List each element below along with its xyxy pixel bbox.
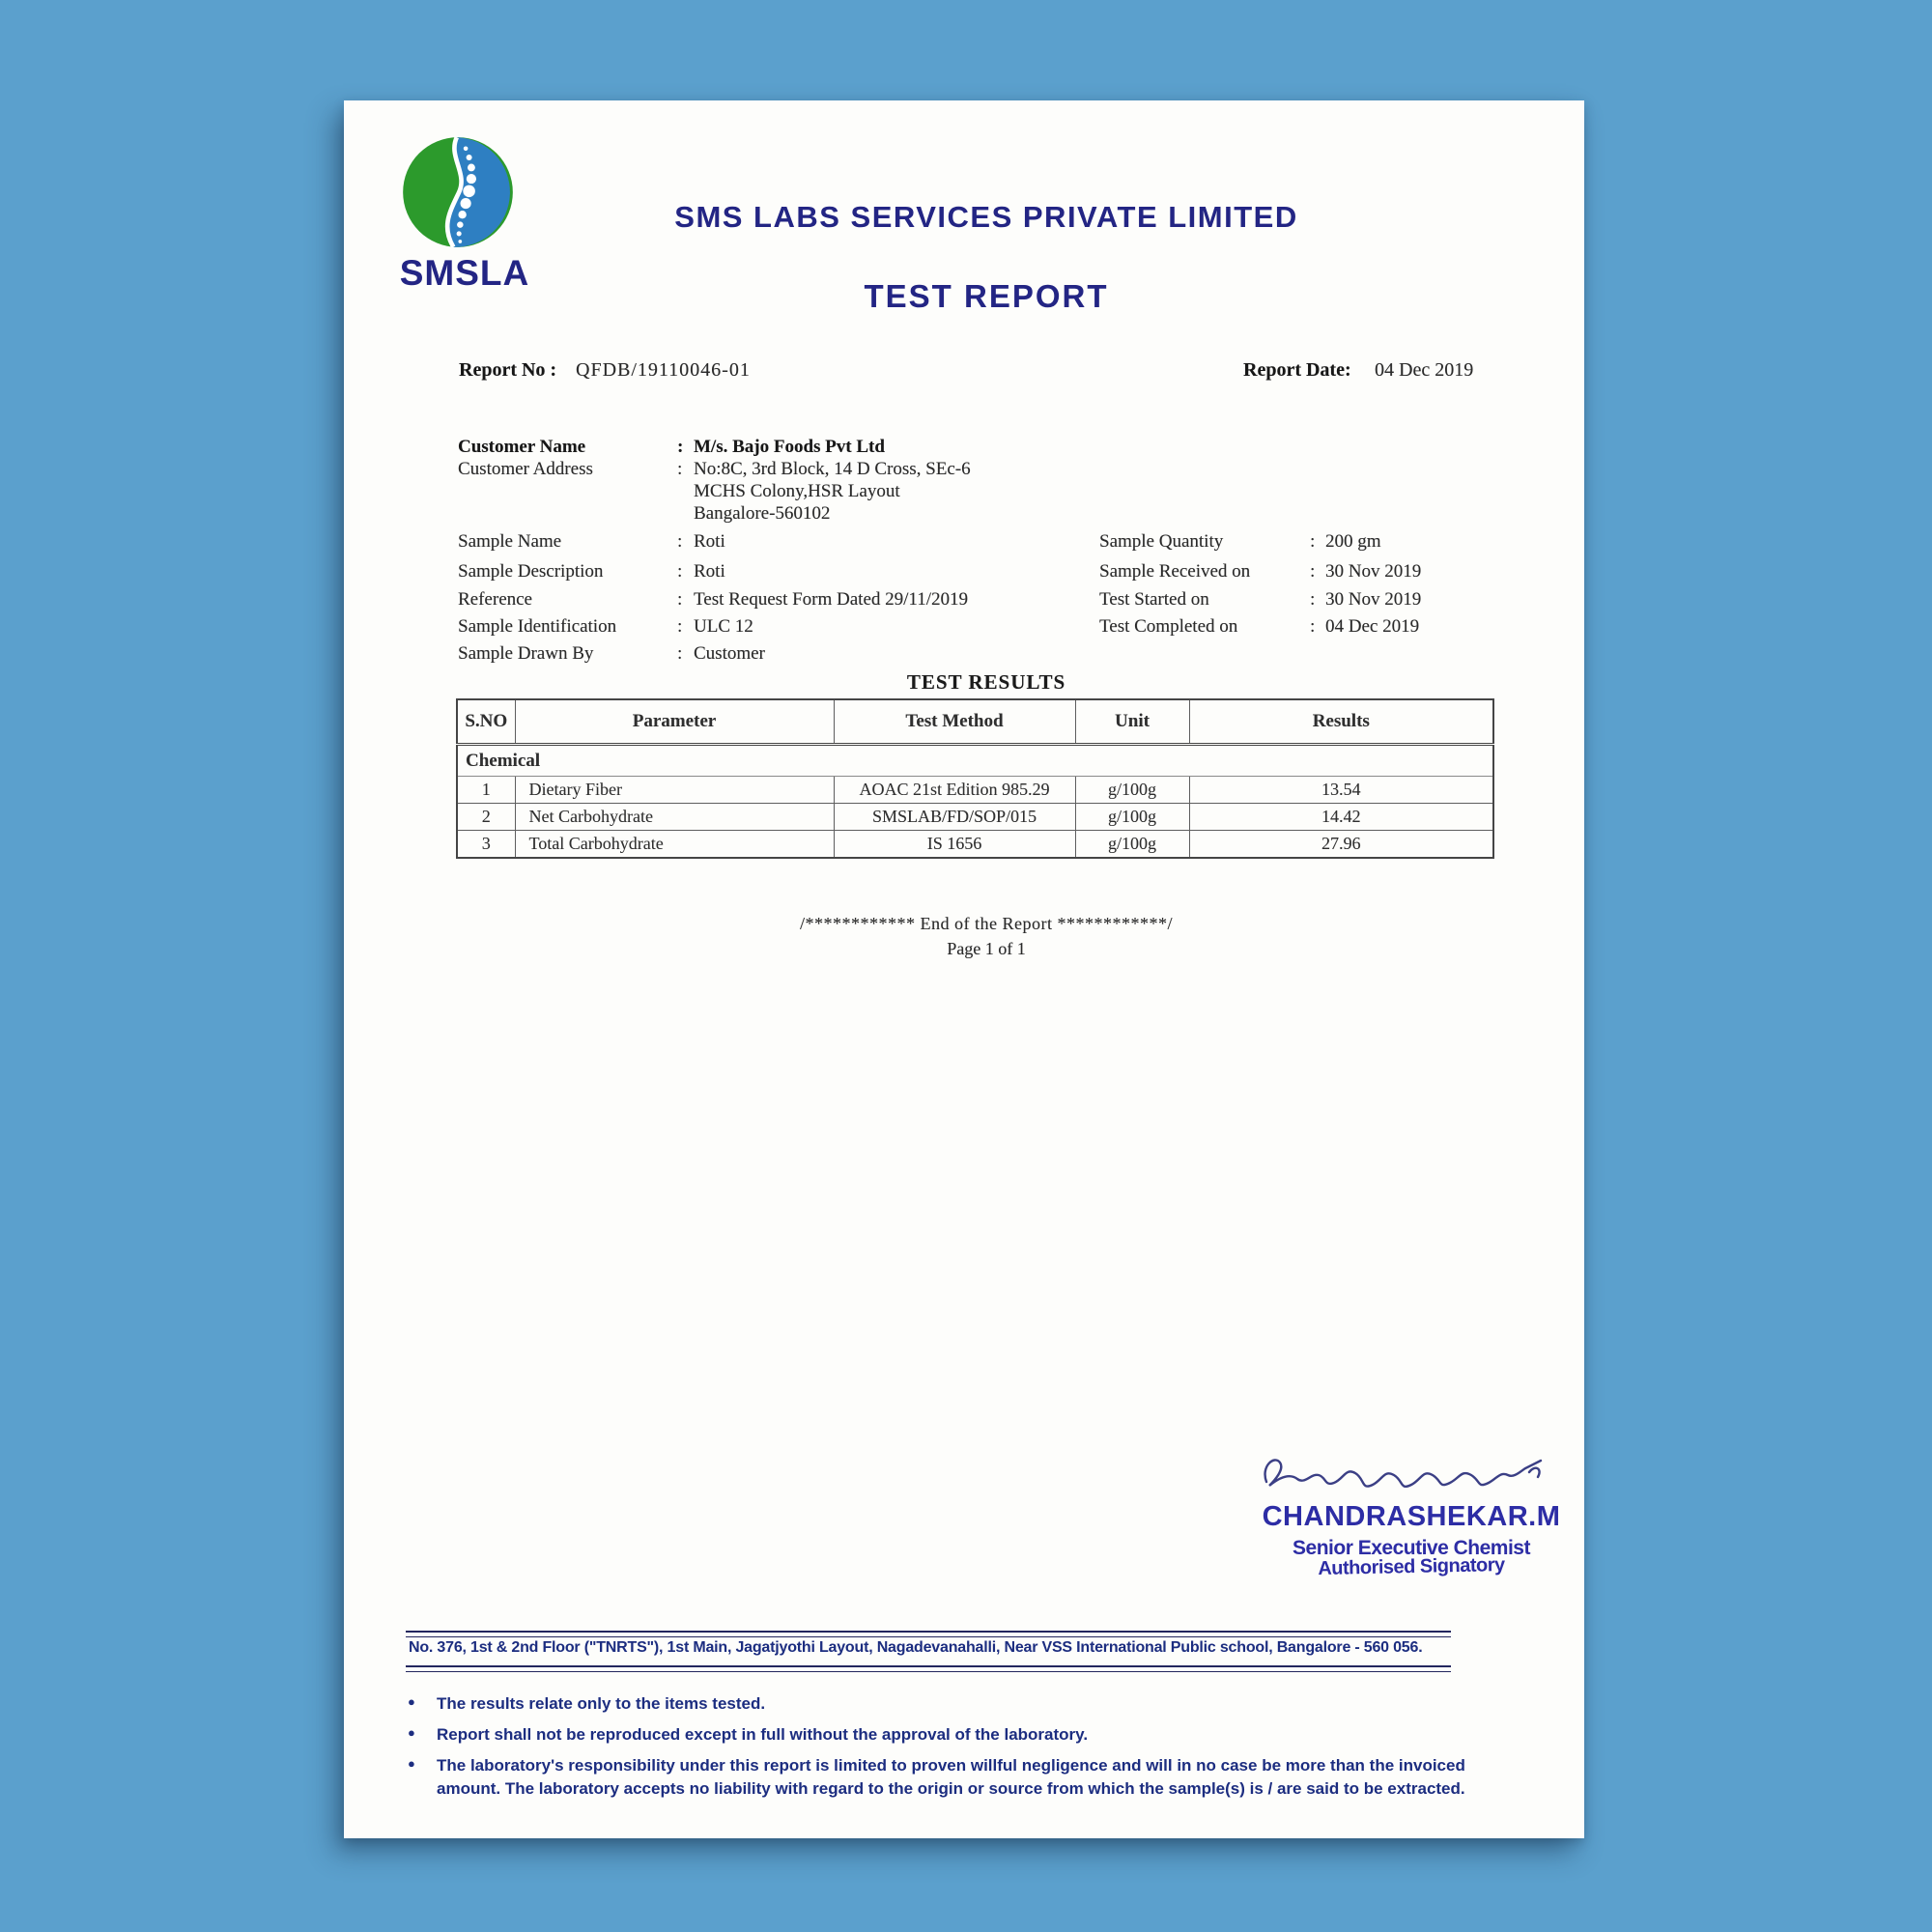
- footer-note: ● Report shall not be reproduced except in full without the approval of the laboratory.: [406, 1723, 1473, 1747]
- cell-test-method: SMSLAB/FD/SOP/015: [834, 804, 1075, 831]
- report-page: [344, 100, 1584, 1838]
- colon: :: [677, 437, 684, 457]
- table-header-row: [457, 699, 1493, 745]
- section-label: Chemical: [457, 745, 1493, 777]
- colon: :: [677, 643, 683, 664]
- cell-parameter: Dietary Fiber: [515, 777, 834, 804]
- sample-drawn-by-value: Customer: [694, 643, 765, 664]
- report-no-label: Report No :: [459, 359, 557, 381]
- cell-test-method: AOAC 21st Edition 985.29: [834, 777, 1075, 804]
- cell-unit: g/100g: [1075, 804, 1189, 831]
- cell-sno: 1: [457, 777, 515, 804]
- section-row: [457, 745, 1493, 777]
- end-of-report-line: /************ End of the Report ************/: [800, 914, 1173, 933]
- colon: :: [1310, 531, 1316, 552]
- signature-scribble: [1257, 1449, 1556, 1505]
- colon: :: [677, 616, 683, 637]
- footer-notes: [406, 1692, 1473, 1809]
- colon: :: [1310, 589, 1316, 610]
- cell-unit: g/100g: [1075, 831, 1189, 859]
- sample-name-label: Sample Name: [458, 531, 562, 552]
- cell-result: 27.96: [1189, 831, 1493, 859]
- test-completed-value: 04 Dec 2019: [1325, 616, 1420, 637]
- sample-received-label: Sample Received on: [1099, 561, 1251, 582]
- col-header-sno: S.NO: [457, 699, 515, 745]
- sample-description-label: Sample Description: [458, 561, 604, 582]
- table-row: [457, 831, 1493, 859]
- authorised-signatory-label: Authorised Signatory: [1318, 1553, 1505, 1580]
- sample-quantity-value: 200 gm: [1325, 531, 1381, 552]
- sample-identification-value: ULC 12: [694, 616, 753, 637]
- footer-note: ● The laboratory's responsibility under this report is limited to proven willful negligence and will in no case be more than the invoiced amount. The laboratory accepts no liability with regard to the origin or source from which the sample(s) is / are said to be extracted.: [406, 1754, 1473, 1801]
- customer-address-line3: Bangalore-560102: [694, 503, 831, 524]
- customer-address-line1: No:8C, 3rd Block, 14 D Cross, SEc-6: [694, 459, 971, 479]
- customer-name-value: M/s. Bajo Foods Pvt Ltd: [694, 437, 885, 457]
- table-row: [457, 777, 1493, 804]
- document-title: TEST REPORT: [864, 278, 1109, 314]
- test-started-value: 30 Nov 2019: [1325, 589, 1422, 610]
- sample-quantity-label: Sample Quantity: [1099, 531, 1224, 552]
- test-completed-label: Test Completed on: [1099, 616, 1238, 637]
- cell-parameter: Total Carbohydrate: [515, 831, 834, 859]
- cell-sno: 3: [457, 831, 515, 859]
- colon: :: [677, 459, 683, 479]
- sample-drawn-by-label: Sample Drawn By: [458, 643, 594, 664]
- test-results-title: TEST RESULTS: [906, 670, 1066, 694]
- colon: :: [1310, 616, 1316, 637]
- col-header-test-method: Test Method: [834, 699, 1075, 745]
- colon: :: [1310, 561, 1316, 582]
- test-started-label: Test Started on: [1099, 589, 1209, 610]
- reference-value: Test Request Form Dated 29/11/2019: [694, 589, 968, 610]
- logo-wordmark: SMSLA: [399, 253, 530, 293]
- footer-note: ● The results relate only to the items tested.: [406, 1692, 1473, 1716]
- col-header-results: Results: [1189, 699, 1493, 745]
- reference-label: Reference: [458, 589, 532, 610]
- customer-address-label: Customer Address: [458, 459, 593, 479]
- report-no-value: QFDB/19110046-01: [576, 359, 751, 381]
- colon: :: [677, 531, 683, 552]
- cell-parameter: Net Carbohydrate: [515, 804, 834, 831]
- report-date-label: Report Date:: [1243, 359, 1351, 381]
- colon: :: [677, 561, 683, 582]
- table-row: [457, 804, 1493, 831]
- footer-rule-bottom: [406, 1665, 1451, 1672]
- cell-result: 13.54: [1189, 777, 1493, 804]
- cell-unit: g/100g: [1075, 777, 1189, 804]
- signatory-name: CHANDRASHEKAR.M: [1262, 1501, 1561, 1532]
- sample-identification-label: Sample Identification: [458, 616, 617, 637]
- sample-description-value: Roti: [694, 561, 725, 582]
- colon: :: [677, 589, 683, 610]
- company-name: SMS LABS SERVICES PRIVATE LIMITED: [674, 200, 1298, 234]
- lab-address: No. 376, 1st & 2nd Floor ("TNRTS"), 1st Main, Jagatjyothi Layout, Nagadevanahalli, Near VSS International Public school, Bangalore - 560 056.: [409, 1639, 1423, 1656]
- report-date-value: 04 Dec 2019: [1375, 359, 1474, 381]
- page-number-line: Page 1 of 1: [947, 939, 1026, 958]
- sample-received-value: 30 Nov 2019: [1325, 561, 1422, 582]
- signatory-title: Senior Executive Chemist: [1293, 1537, 1530, 1559]
- col-header-unit: Unit: [1075, 699, 1189, 745]
- cell-test-method: IS 1656: [834, 831, 1075, 859]
- footer-rule-top: [406, 1631, 1451, 1637]
- sample-name-value: Roti: [694, 531, 725, 552]
- smsla-logo-icon: [402, 135, 514, 249]
- customer-address-line2: MCHS Colony,HSR Layout: [694, 481, 900, 501]
- customer-name-label: Customer Name: [458, 437, 586, 457]
- results-table: [456, 698, 1494, 859]
- cell-result: 14.42: [1189, 804, 1493, 831]
- col-header-parameter: Parameter: [515, 699, 834, 745]
- cell-sno: 2: [457, 804, 515, 831]
